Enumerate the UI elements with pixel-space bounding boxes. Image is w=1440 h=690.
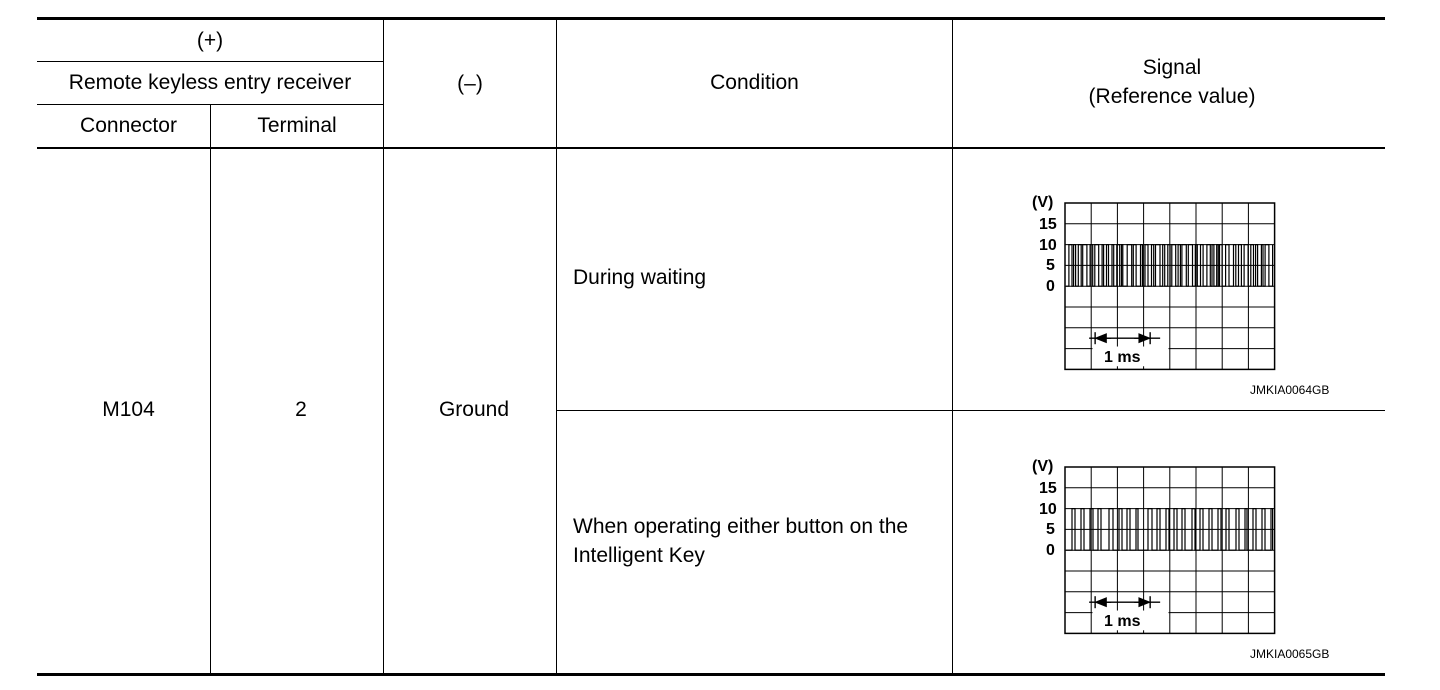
scope-tick-5: 5: [1046, 521, 1055, 538]
header-minus: (–): [457, 72, 483, 95]
figure-code-1: JMKIA0064GB: [1250, 383, 1330, 397]
scope-labels: [1032, 458, 1057, 559]
header-plus: (+): [196, 29, 224, 52]
figure-code-2: JMKIA0065GB: [1250, 647, 1330, 661]
header-connector: Connector: [80, 114, 177, 137]
scope-unit: (V): [1032, 194, 1054, 211]
table-bottom-border: [37, 673, 1385, 676]
cell-connector: M104: [102, 398, 155, 421]
condition-operating-line1: When operating either button on the: [573, 515, 909, 538]
condition-divider: [556, 410, 1385, 411]
scope-time-marker: [1089, 596, 1160, 608]
scope-time-label: 1 ms: [1104, 613, 1141, 630]
scope-tick-15: 15: [1039, 216, 1057, 233]
condition-operating-line2: Intelligent Key: [573, 544, 705, 567]
col-divider-3: [556, 19, 557, 674]
oscilloscope-waiting: [1030, 190, 1285, 375]
oscilloscope-operating: [1030, 454, 1285, 639]
cell-ground: Ground: [438, 398, 510, 421]
scope-tick-5: 5: [1046, 257, 1055, 274]
header-bottom-rule: [37, 147, 1385, 149]
col-divider-2: [383, 19, 384, 674]
col-divider-4: [952, 19, 953, 674]
scope-tick-0: 0: [1046, 278, 1055, 295]
scope-tick-10: 10: [1039, 501, 1057, 518]
header-receiver: Remote keyless entry receiver: [68, 71, 352, 94]
scope-time-label: 1 ms: [1104, 349, 1141, 366]
condition-waiting: During waiting: [573, 266, 707, 289]
scope-labels: [1032, 194, 1057, 295]
header-reference: (Reference value): [1088, 85, 1256, 108]
scope-tick-15: 15: [1039, 480, 1057, 497]
header-terminal: Terminal: [257, 114, 337, 137]
plus-underline: [37, 61, 384, 62]
header-condition: Condition: [710, 71, 799, 94]
scope-tick-10: 10: [1039, 237, 1057, 254]
cell-terminal: 2: [295, 398, 307, 421]
scope-time-marker: [1089, 332, 1160, 344]
scope-tick-0: 0: [1046, 542, 1055, 559]
header-signal: Signal: [1142, 56, 1202, 79]
scope-unit: (V): [1032, 458, 1054, 475]
table-top-border: [37, 17, 1385, 20]
col-divider-1: [210, 104, 211, 674]
